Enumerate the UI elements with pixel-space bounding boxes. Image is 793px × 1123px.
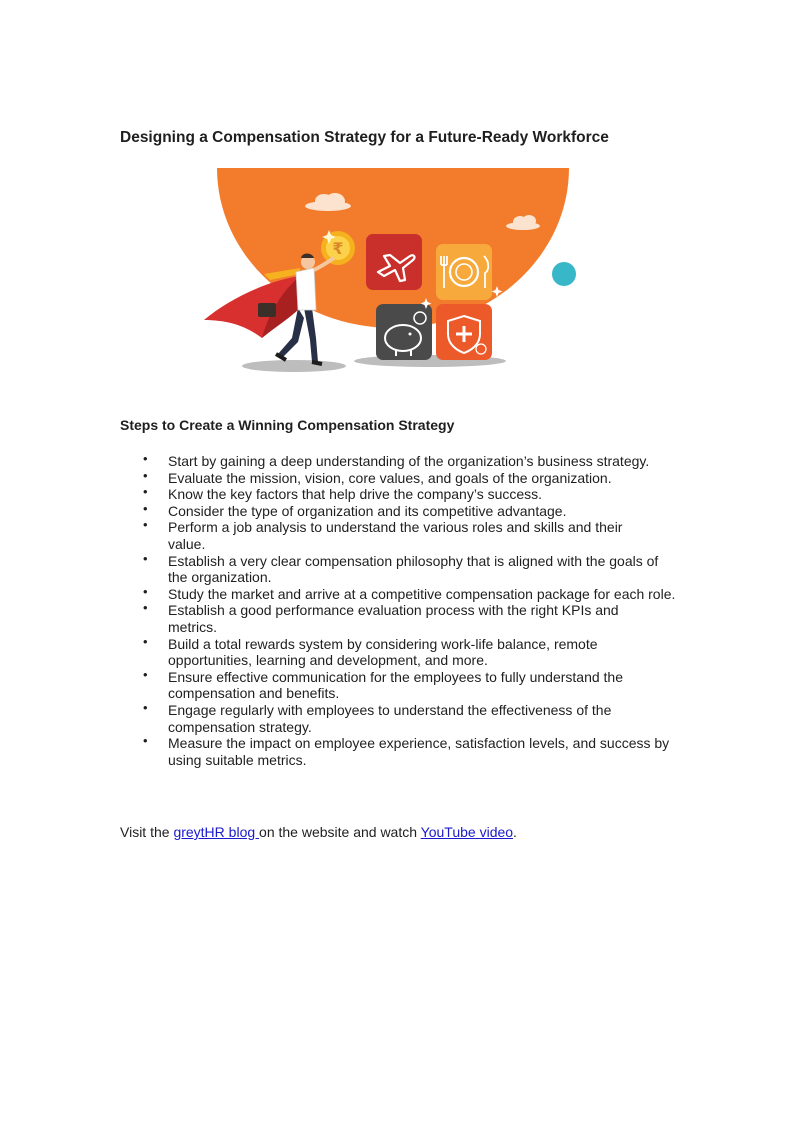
- list-item: • Start by gaining a deep understanding of the organization’s business strategy.: [143, 451, 650, 469]
- bullet-icon: •: [143, 517, 148, 533]
- youtube-video-link[interactable]: YouTube video: [420, 824, 514, 840]
- bullet-icon: •: [143, 484, 148, 500]
- list-item: • Consider the type of organization and its competitive advantage.: [143, 500, 567, 519]
- greythr-blog-link[interactable]: greytHR blog: [173, 824, 260, 840]
- footer-text: Visit the greytHR blog on the website and watch YouTube video.: [120, 824, 517, 840]
- bullet-icon: •: [143, 451, 148, 466]
- bullet-icon: •: [143, 583, 148, 599]
- coin-symbol: ₹: [332, 239, 344, 258]
- list-item: • Engage regularly with employees to understand the effectiveness of the compensation strategy.: [143, 699, 612, 735]
- bullet-icon: •: [143, 550, 148, 566]
- list-item: • Establish a good performance evaluation process with the right KPIs and metrics.: [143, 600, 619, 635]
- section-title: Steps to Create a Winning Compensation Strategy: [120, 417, 455, 433]
- steps-list: [140, 453, 700, 768]
- list-item: • Build a total rewards system by considering work-life balance, remote opportunities, learning and development, and more.: [143, 633, 598, 669]
- piggy-bank-icon: [376, 304, 432, 360]
- health-shield-icon: [436, 304, 492, 360]
- airplane-icon: [366, 234, 422, 290]
- list-item: • Measure the impact on employee experience, satisfaction levels, and success by using suitable metrics.: [143, 733, 670, 768]
- bullet-icon: •: [143, 699, 148, 715]
- list-item: • Study the market and arrive at a competitive compensation package for each role.: [143, 583, 676, 602]
- list-item: • Perform a job analysis to understand the various roles and skills and their value.: [143, 517, 623, 552]
- list-item: • Ensure effective communication for the employees to fully understand the compensation and benefits.: [143, 666, 623, 702]
- list-item: • Establish a very clear compensation philosophy that is aligned with the goals of the organization.: [143, 550, 659, 586]
- compensation-illustration: [200, 168, 580, 376]
- bullet-icon: •: [143, 467, 148, 483]
- list-item: • Evaluate the mission, vision, core values, and goals of the organization.: [143, 467, 612, 486]
- bullet-icon: •: [143, 600, 148, 616]
- bullet-icon: •: [143, 633, 148, 649]
- bullet-icon: •: [143, 733, 148, 749]
- list-item: • Know the key factors that help drive the company’s success.: [143, 484, 543, 503]
- decorative-dot: [552, 262, 576, 286]
- meal-plate-icon: [436, 244, 492, 300]
- page-title: Designing a Compensation Strategy for a Future-Ready Workforce: [120, 129, 609, 146]
- bullet-icon: •: [143, 500, 148, 516]
- bullet-icon: •: [143, 666, 148, 682]
